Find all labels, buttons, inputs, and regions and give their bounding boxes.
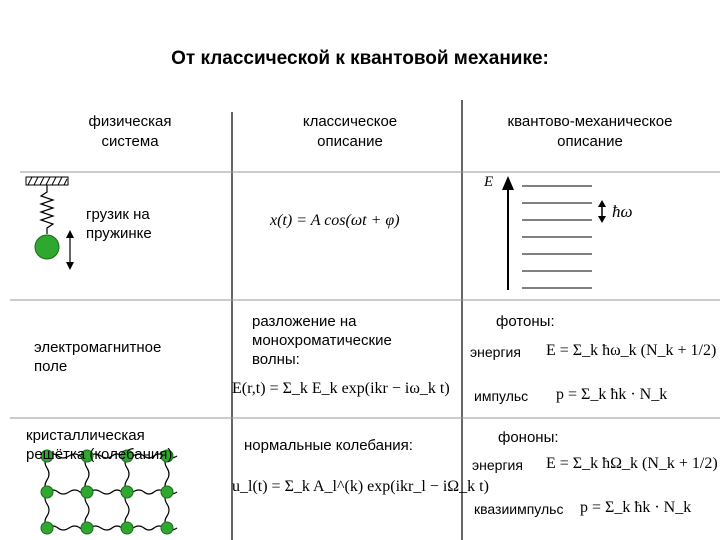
- lattice-label-line2: решётка (колебания): [26, 446, 173, 463]
- phonons-energy-formula: E = Σ_k ħΩ_k (N_k + 1/2): [546, 455, 718, 472]
- em-classical-formula: E(r,t) = Σ_k E_k exp(ikr − iω_k t): [232, 380, 450, 397]
- mass-ball: [35, 235, 59, 259]
- photons-title: фотоны:: [496, 313, 555, 330]
- lattice-classical-text: нормальные колебания:: [244, 437, 413, 454]
- phonons-title: фононы:: [498, 429, 559, 446]
- em-label-line2: поле: [34, 358, 68, 375]
- page-title: От классической к квантовой механике:: [171, 48, 549, 69]
- spring-mass-illustration: [26, 177, 74, 270]
- photons-energy-formula: E = Σ_k ħω_k (N_k + 1/2): [546, 342, 717, 359]
- photons-energy-label: энергия: [470, 344, 521, 360]
- photons-momentum-formula: p = Σ_k ħk · N_k: [556, 386, 668, 403]
- lattice-label-line1: кристаллическая: [26, 427, 145, 444]
- spring-system-label: [86, 205, 152, 243]
- phonons-energy-label: энергия: [472, 457, 523, 473]
- em-system-label: [34, 338, 161, 376]
- energy-axis-label: E: [484, 174, 494, 190]
- header-classical-line1: классическое: [302, 113, 398, 130]
- header-system-line1: физическая: [88, 113, 172, 130]
- spring-label-line2: пружинке: [86, 225, 152, 242]
- lattice-system-label: [26, 426, 172, 464]
- em-classical-line3: волны:: [252, 351, 300, 368]
- em-classical-text: [252, 312, 392, 369]
- header-quantum-line1: квантово-механическое: [507, 113, 673, 130]
- em-classical-line1: разложение на: [252, 313, 357, 330]
- phonons-momentum-label: квазиимпульс: [474, 501, 564, 517]
- photons-momentum-label: импульс: [474, 388, 529, 404]
- em-classical-line2: монохроматические: [252, 332, 392, 349]
- spring-label-line1: грузик на: [86, 206, 150, 223]
- crystal-lattice-illustration: [45, 454, 177, 530]
- energy-level-diagram: [502, 176, 606, 290]
- header-system-line2: система: [101, 133, 159, 150]
- level-spacing-label: ħω: [612, 202, 633, 221]
- header-classical-line2: описание: [317, 133, 383, 150]
- phonons-momentum-formula: p = Σ_k ħk · N_k: [580, 499, 692, 516]
- em-label-line1: электромагнитное: [34, 339, 162, 356]
- lattice-classical-formula: u_l(t) = Σ_k A_l^(k) exp(ikr_l − iΩ_k t): [232, 478, 489, 495]
- spring-classical-formula: x(t) = A cos(ωt + φ): [270, 212, 400, 229]
- header-quantum-line2: описание: [557, 133, 623, 150]
